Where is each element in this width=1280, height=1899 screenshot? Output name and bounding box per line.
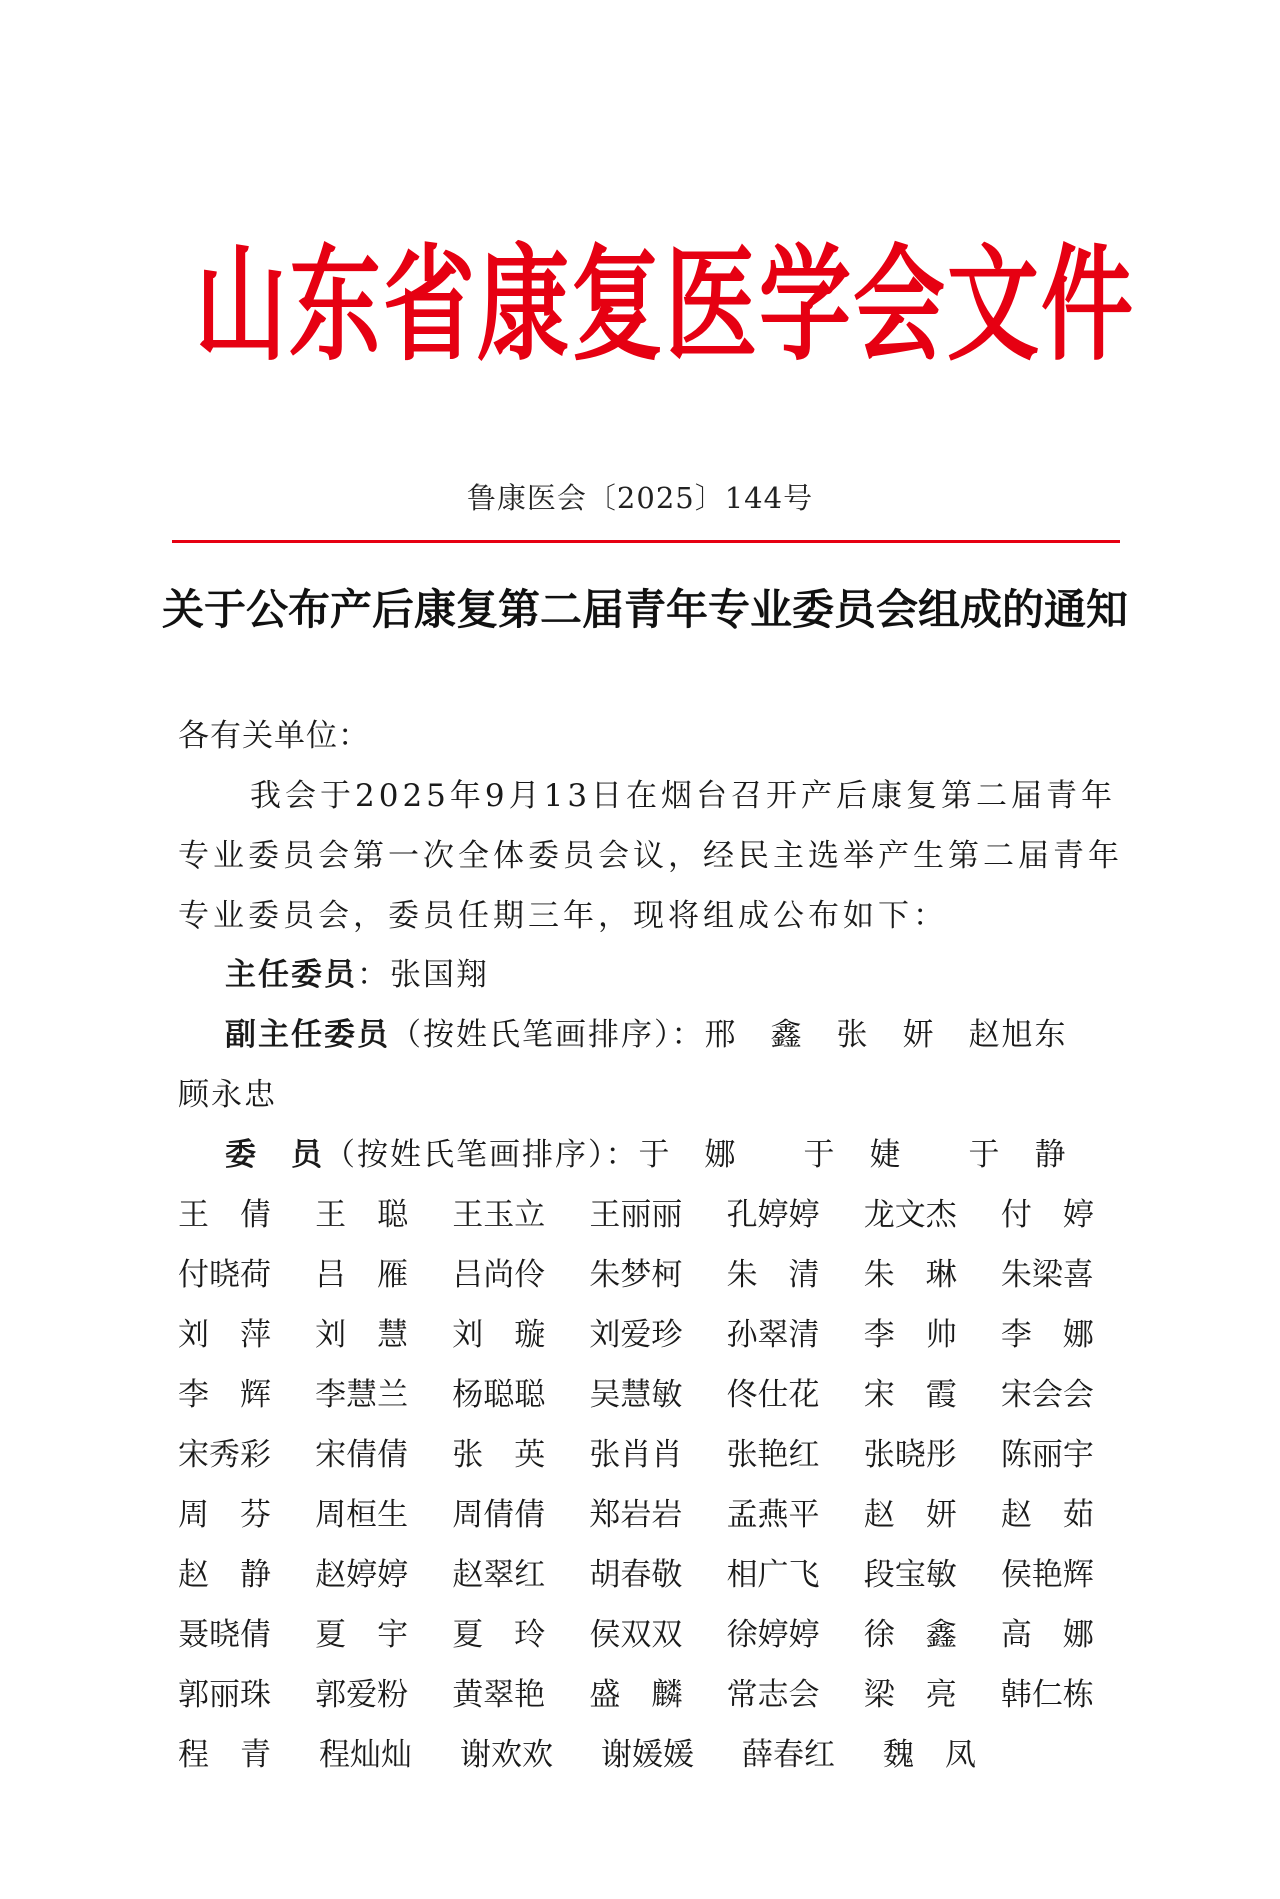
member-cell [589,1605,726,1665]
member-cell [315,1425,452,1485]
member-name: 朱 清 [726,1257,820,1293]
member-row [178,1245,1138,1305]
chair-line [225,945,1185,1005]
member-name: 李 辉 [178,1377,271,1413]
chair-colon: ： [357,957,390,993]
member-cell [178,1725,319,1785]
member-name: 宋 霞 [863,1377,957,1413]
member-cell [727,1485,864,1545]
member-cell [452,1425,589,1485]
member-cell [315,1665,452,1725]
member-cell [727,1425,864,1485]
member-name: 刘 慧 [315,1317,409,1353]
member-name: 宋会会 [1000,1377,1094,1413]
salutation: 各有关单位： [178,718,370,754]
chair-label: 主任委员 [225,957,357,993]
member-row [178,1185,1138,1245]
member-cell [1001,1545,1138,1605]
member-name: 赵婷婷 [315,1557,409,1593]
member-name: 赵 茹 [1000,1497,1094,1533]
member-name: 徐 鑫 [863,1617,957,1653]
member-cell [315,1185,452,1245]
member-name: 韩仁栋 [1000,1677,1094,1713]
member-cell [452,1365,589,1425]
member-name: 吕尚伶 [452,1257,546,1293]
member-cell [1001,1365,1138,1425]
member-cell [178,1545,315,1605]
member-name: 谢媛媛 [601,1737,694,1773]
member-name: 龙文杰 [863,1197,957,1233]
member-name: 李慧兰 [315,1377,409,1413]
member-cell [864,1425,1001,1485]
member-name: 郭丽珠 [178,1677,271,1713]
member-name: 佟仕花 [726,1377,820,1413]
member-name: 杨聪聪 [452,1377,546,1413]
member-cell [864,1305,1001,1365]
member-cell [727,1305,864,1365]
member-name: 刘 璇 [452,1317,546,1353]
member-name: 朱梦柯 [589,1257,683,1293]
member-name: 于 婕 [803,1137,903,1173]
vice-chair-label: 副主任委员 [225,1017,390,1053]
member-cell [864,1545,1001,1605]
member-cell [452,1245,589,1305]
member-cell [1001,1665,1138,1725]
member-name: 徐婷婷 [726,1617,820,1653]
member-name: 高 娜 [1000,1617,1094,1653]
member-name: 程 青 [178,1737,271,1773]
member-name: 付 婷 [1000,1197,1094,1233]
member-name: 朱梁喜 [1000,1257,1094,1293]
member-name: 朱 琳 [863,1257,957,1293]
member-cell [452,1185,589,1245]
member-cell [864,1485,1001,1545]
member-name: 聂晓倩 [178,1617,271,1653]
member-cell [315,1305,452,1365]
member-cell [727,1245,864,1305]
member-cell [1001,1605,1138,1665]
member-cell [589,1245,726,1305]
members-label: 委 员 [225,1137,324,1173]
member-cell [864,1245,1001,1305]
member-name: 刘 萍 [178,1317,271,1353]
member-cell [727,1365,864,1425]
member-name: 周桓生 [315,1497,409,1533]
red-divider-rule [172,540,1120,543]
member-cell [727,1185,864,1245]
vice-chair-names-continued: 顾永忠 [178,1077,277,1113]
member-name: 李 娜 [1000,1317,1094,1353]
members-note: （按姓氏笔画排序）： [324,1137,639,1173]
member-row [178,1605,1138,1665]
member-cell [315,1605,452,1665]
member-cell [864,1665,1001,1725]
member-row [178,1545,1138,1605]
chair-name: 张国翔 [390,957,489,993]
member-name: 张艳红 [726,1437,820,1473]
member-cell [319,1725,460,1785]
member-cell [315,1545,452,1605]
member-name: 王玉立 [452,1197,546,1233]
member-name: 周倩倩 [452,1497,546,1533]
notice-title: 关于公布产后康复第二届青年专业委员会组成的通知 [161,585,1128,634]
member-name: 于 静 [968,1137,1068,1173]
member-name: 王丽丽 [589,1197,683,1233]
vice-chair-line-continued [178,1065,1138,1125]
member-name: 侯双双 [589,1617,683,1653]
member-name: 魏 凤 [883,1737,976,1773]
member-cell [178,1605,315,1665]
member-cell [589,1185,726,1245]
member-name: 宋倩倩 [315,1437,409,1473]
member-cell [727,1665,864,1725]
member-row [178,1485,1138,1545]
member-name: 孔婷婷 [726,1197,820,1233]
member-row [178,1305,1138,1365]
member-cell [452,1305,589,1365]
member-cell [1001,1245,1138,1305]
member-cell [864,1365,1001,1425]
member-name: 王 聪 [315,1197,409,1233]
member-name: 程灿灿 [319,1737,412,1773]
member-name: 于 娜 [638,1137,738,1173]
member-row [178,1725,1138,1785]
member-cell [178,1485,315,1545]
member-name: 吕 雁 [315,1257,409,1293]
member-cell [1001,1305,1138,1365]
member-name: 张 英 [452,1437,546,1473]
member-name: 梁 亮 [863,1677,957,1713]
member-cell [727,1545,864,1605]
intro-paragraph: 我会于2025年9月13日在烟台召开产后康复第二届青年专业委员会第一次全体委员会议，经民主选举产生第二届青年专业委员会，委员任期三年，现将组成公布如下： [178,778,1123,934]
member-name: 赵 妍 [863,1497,957,1533]
member-name: 周 芬 [178,1497,271,1533]
member-name: 吴慧敏 [589,1377,683,1413]
member-cell [178,1665,315,1725]
member-cell [452,1665,589,1725]
member-cell [178,1185,315,1245]
member-name: 常志会 [726,1677,820,1713]
member-cell [589,1485,726,1545]
member-cell [589,1425,726,1485]
member-name: 郭爱粉 [315,1677,409,1713]
member-row [178,1365,1138,1425]
member-cell [864,1185,1001,1245]
member-name: 付晓荷 [178,1257,271,1293]
member-name: 胡春敬 [589,1557,683,1593]
member-cell [1001,1185,1138,1245]
vice-chair-names: 邢 鑫 张 妍 赵旭东 [704,1017,1068,1053]
member-name: 刘爱珍 [589,1317,683,1353]
document-number: 鲁康医会〔2025〕144号 [466,481,814,515]
member-cell [589,1545,726,1605]
member-name: 王 倩 [178,1197,271,1233]
member-name: 赵翠红 [452,1557,546,1593]
member-cell [315,1365,452,1425]
member-row [178,1425,1138,1485]
member-cell [589,1305,726,1365]
vice-chair-line [225,1005,1185,1065]
member-name: 赵 静 [178,1557,271,1593]
member-name: 夏 宇 [315,1617,409,1653]
member-cell [589,1665,726,1725]
member-name: 郑岩岩 [589,1497,683,1533]
member-cell [589,1365,726,1425]
member-name: 盛 麟 [589,1677,683,1713]
member-name: 张晓彤 [863,1437,957,1473]
member-row [178,1665,1138,1725]
vice-chair-note: （按姓氏笔画排序）： [390,1017,705,1053]
member-cell [460,1725,601,1785]
member-cell [883,1725,1024,1785]
member-cell [742,1725,883,1785]
member-name: 谢欢欢 [460,1737,553,1773]
member-cell [178,1365,315,1425]
member-cell [452,1545,589,1605]
member-cell [1001,1485,1138,1545]
member-cell [315,1245,452,1305]
document-masthead: 山东省康复医学会文件 [195,233,1136,378]
member-cell [601,1725,742,1785]
member-name: 宋秀彩 [178,1437,271,1473]
member-name: 孟燕平 [726,1497,820,1533]
member-cell [1001,1425,1138,1485]
members-grid [178,1185,1138,1785]
member-name: 李 帅 [863,1317,957,1353]
member-cell [452,1605,589,1665]
member-cell [452,1485,589,1545]
member-name: 陈丽宇 [1000,1437,1094,1473]
member-cell [178,1305,315,1365]
member-name: 张肖肖 [589,1437,683,1473]
member-cell [864,1605,1001,1665]
member-name: 段宝敏 [863,1557,957,1593]
member-cell [178,1425,315,1485]
members-heading-line [225,1125,1185,1185]
member-name: 黄翠艳 [452,1677,546,1713]
member-cell [178,1245,315,1305]
member-name: 薛春红 [742,1737,835,1773]
member-name: 孙翠清 [726,1317,820,1353]
member-name: 侯艳辉 [1000,1557,1094,1593]
member-cell [727,1605,864,1665]
member-name: 夏 玲 [452,1617,546,1653]
member-cell [315,1485,452,1545]
member-name: 相广飞 [726,1557,820,1593]
